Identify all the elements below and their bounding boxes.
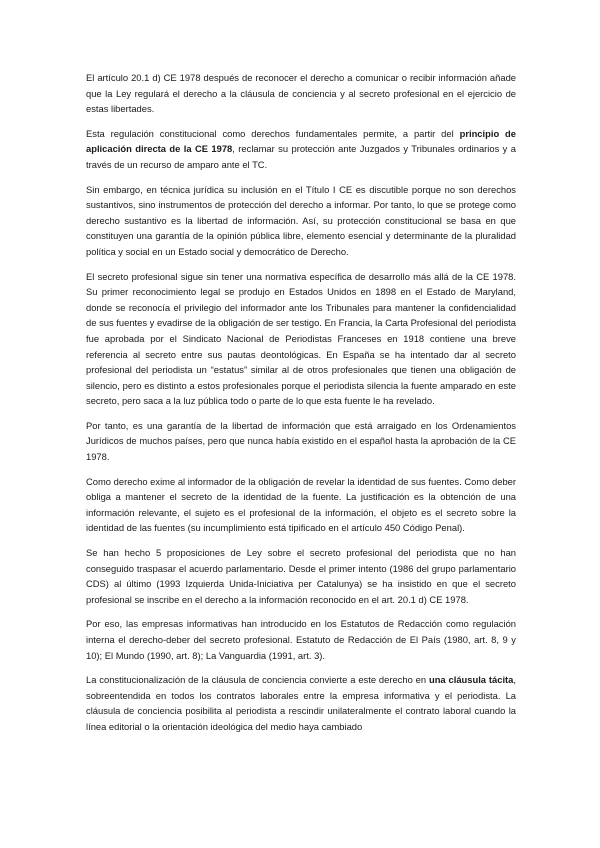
paragraph [86, 418, 516, 465]
paragraph [86, 269, 516, 409]
paragraph [86, 70, 516, 117]
text-run: La constitucionalización de la cláusula de conciencia convierte a este derecho en [86, 674, 429, 686]
text-run: , sobreentendida en todos los contratos laborales entre la empresa informativa y el periodista. La cláusula de conciencia posibilita al periodista a rescindir unilateralmente el contrato laboral cuando la línea editorial o la orientación ideológica del medio haya cambiado [86, 674, 516, 732]
text-run: Por eso, las empresas informativas han introducido en los Estatutos de Redacción como regulación interna el derecho-deber del secreto profesional. Estatuto de Redacción de El País (1980, art. 8, 9 y 10); El Mundo (1990, art. 8); La Vanguardia (1991, art. 3). [86, 618, 516, 661]
paragraph [86, 672, 516, 734]
text-run: El secreto profesional sigue sin tener una normativa específica de desarrollo más allá de la CE 1978. Su primer reconocimiento legal se produjo en Estados Unidos en 1898 en el Estado de Maryland, donde se reconocía el privilegio del informador ante los Tribunales para mantener la confidencialidad de sus fuentes y evadirse de la obligación de ser testigo. En Francia, la Carta Profesional del periodista fue aprobada por el Sindicato Nacional de Periodistas Franceses en 1918 contiene una breve referencia al secreto entre sus pautas deontológicas. En España se ha intentado dar al secreto profesional del periodista un “estatus” similar al de otros profesionales que tienen una obligación de silencio, pero es distinto a estos profesionales porque el periodista silencia la fuente amparado en este secreto, pero saca a la luz pública todo o parte de lo que esta fuente le ha revelado. [86, 270, 516, 407]
paragraph [86, 474, 516, 536]
bold-text-run: una cláusula tácita [428, 674, 514, 686]
text-run: Se han hecho 5 proposiciones de Ley sobre el secreto profesional del periodista que no han conseguido traspasar el acuerdo parlamentario. Desde el primer intento (1986 del grupo parlamentario CDS) al último (1993 Izquierda Unida-Iniciativa per Catalunya) se ha insistido en que el secreto profesional se inscribe en el derecho a la información reconocido en el art. 20.1 d) CE 1978. [86, 547, 516, 605]
paragraph [86, 182, 516, 260]
text-run: Por tanto, es una garantía de la libertad de información que está arraigado en los Ordenamientos Jurídicos de muchos países, pero que nunca había existido en el español hasta la aprobación de la CE 1978. [86, 419, 516, 463]
text-run: Como derecho exime al informador de la obligación de revelar la identidad de sus fuentes. Como deber obliga a mantener el secreto de la identidad de la fuente. La justificación es la obtención de una información relevante, el sujeto es el profesional de la información, el objeto es el secreto sobre la identidad de las fuentes (su incumplimiento está tipificado en el artículo 450 Código Penal). [86, 475, 516, 534]
paragraph [86, 616, 516, 663]
text-run: El artículo 20.1 d) CE 1978 después de reconocer el derecho a comunicar o recibir información añade que la Ley regulará el derecho a la cláusula de conciencia y al secreto profesional en el ejercicio de estas libertades. [86, 72, 516, 115]
document-page [86, 70, 516, 744]
text-run: Esta regulación constitucional como derechos fundamentales permite, a partir del [86, 127, 460, 139]
text-run: , reclamar su protección ante Juzgados y Tribunales ordinarios y a través de un recurso de amparo ante el TC. [86, 143, 516, 170]
bold-text-run: principio de aplicación directa de la CE 1978 [86, 127, 516, 155]
paragraph [86, 545, 516, 607]
paragraph [86, 126, 516, 173]
text-run: Sin embargo, en técnica jurídica su inclusión en el Título I CE es discutible porque no son derechos sustantivos, sino instrumentos de protección del derecho a informar. Por tanto, lo que se protege como derecho sustantivo es la libertad de información. Así, su protección constitucional se basa en que constituyen una garantía de la opinión pública libre, elemento esencial y determinante de la pluralidad política y social en un Estado social y democrático de Derecho. [86, 183, 516, 257]
